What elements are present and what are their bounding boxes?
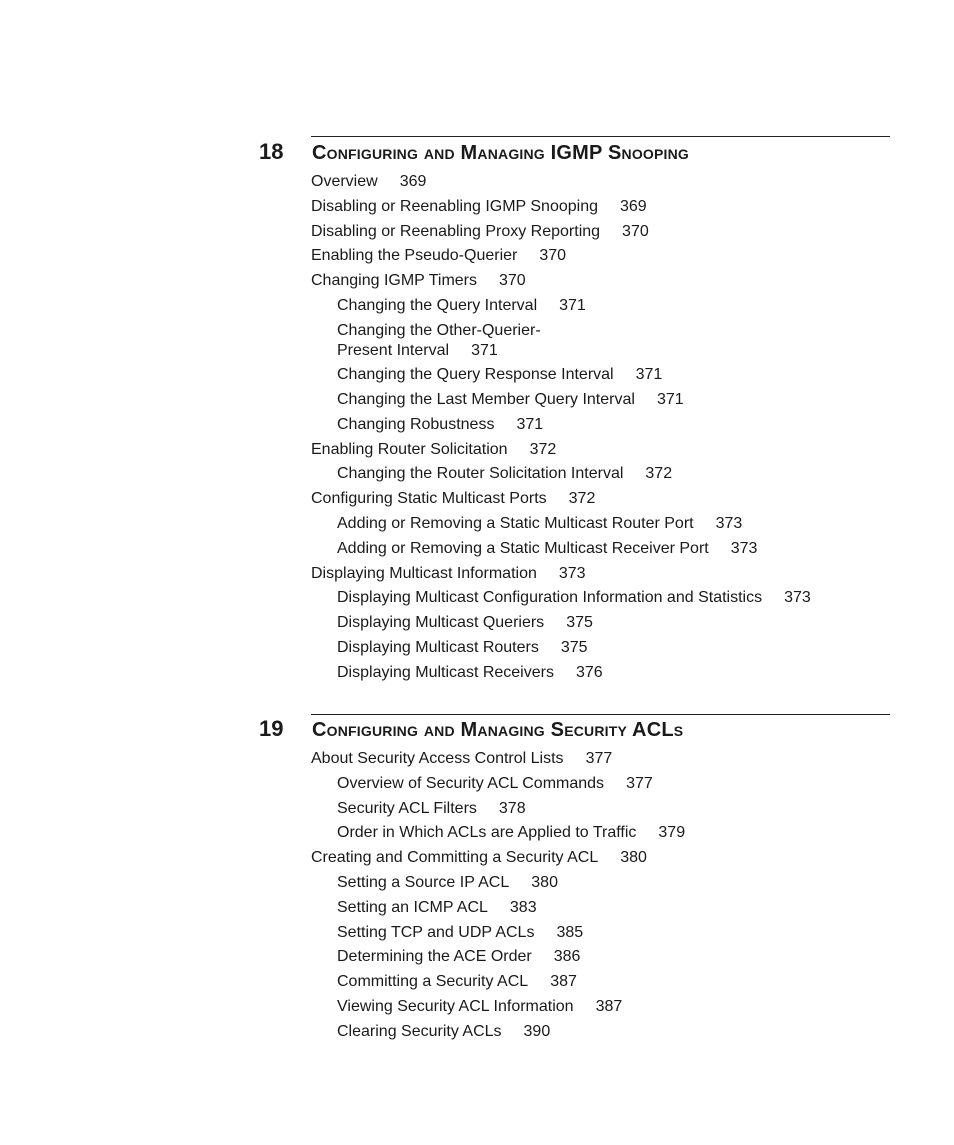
toc-entry-text: Configuring Static Multicast Ports bbox=[311, 490, 547, 508]
toc-entry[interactable] bbox=[337, 972, 577, 992]
toc-entry[interactable] bbox=[337, 873, 558, 893]
toc-entry[interactable] bbox=[337, 997, 622, 1017]
toc-entry[interactable] bbox=[337, 390, 684, 410]
toc-entry-text: Creating and Committing a Security ACL bbox=[311, 849, 599, 867]
toc-page-number: 377 bbox=[626, 774, 653, 792]
toc-entry[interactable] bbox=[337, 799, 526, 819]
toc-entry-text: Changing IGMP Timers bbox=[311, 272, 477, 290]
toc-entry-text: Changing the Query Interval bbox=[337, 297, 538, 314]
toc-entry-text: Changing the Last Member Query Interval bbox=[337, 391, 635, 408]
toc-entry[interactable] bbox=[311, 564, 586, 584]
toc-entry[interactable] bbox=[337, 774, 653, 794]
toc-entry-text: Viewing Security ACL Information bbox=[337, 998, 574, 1015]
toc-page-number: 387 bbox=[550, 973, 577, 991]
toc-page-number: 371 bbox=[559, 297, 586, 314]
toc-entry[interactable] bbox=[337, 296, 586, 316]
toc-entry-text: Determining the ACE Order bbox=[337, 948, 532, 966]
toc-page-number: 373 bbox=[784, 589, 811, 607]
toc-entry[interactable] bbox=[311, 440, 556, 460]
toc-entry[interactable] bbox=[311, 197, 647, 217]
toc-page-number: 371 bbox=[516, 415, 544, 433]
toc-entry-text: Adding or Removing a Static Multicast Receiver Port bbox=[337, 539, 709, 557]
chapter-rule bbox=[311, 714, 890, 715]
toc-entry-text: Displaying Multicast Information bbox=[311, 564, 537, 582]
chapter-number: 19 bbox=[259, 716, 284, 741]
toc-page-number: 371 bbox=[635, 366, 663, 384]
toc-entry[interactable] bbox=[337, 898, 537, 918]
toc-entry[interactable] bbox=[311, 749, 612, 769]
chapter-title: Configuring and Managing Security ACLs bbox=[312, 719, 684, 741]
toc-entry[interactable] bbox=[337, 365, 662, 385]
toc-entry[interactable] bbox=[311, 271, 526, 291]
toc-page-number: 377 bbox=[585, 750, 613, 767]
toc-entry-text: Displaying Multicast Configuration Information and Statistics bbox=[337, 589, 763, 607]
toc-page-number: 373 bbox=[558, 564, 586, 582]
toc-entry[interactable] bbox=[311, 172, 426, 192]
toc-entry-text: Setting an ICMP ACL bbox=[337, 898, 488, 916]
toc-page-number: 375 bbox=[560, 639, 588, 656]
toc-page-number: 370 bbox=[539, 247, 567, 265]
toc-page-number: 378 bbox=[498, 799, 526, 817]
toc-entry-text: Changing the Query Response Interval bbox=[337, 366, 614, 384]
toc-entry-text: Enabling the Pseudo-Querier bbox=[311, 247, 518, 265]
toc-entry-text: Enabling Router Solicitation bbox=[311, 440, 508, 458]
toc-entry[interactable] bbox=[337, 638, 588, 658]
toc-entry-text: Overview of Security ACL Commands bbox=[337, 774, 605, 792]
toc-page-number: 372 bbox=[568, 490, 596, 508]
chapter-rule bbox=[311, 136, 890, 137]
toc-page-number: 369 bbox=[620, 197, 647, 215]
toc-entry-text: About Security Access Control Lists bbox=[311, 750, 564, 767]
toc-entry[interactable] bbox=[311, 246, 566, 266]
toc-entry-text: Setting TCP and UDP ACLs bbox=[337, 923, 535, 941]
toc-page-number: 371 bbox=[656, 391, 684, 408]
toc-page-number: 387 bbox=[595, 998, 623, 1015]
toc-page-number: 375 bbox=[566, 614, 593, 632]
toc-entry-text-cont: Present Interval bbox=[337, 341, 450, 359]
toc-page-number: 386 bbox=[553, 948, 581, 966]
toc-page-number: 372 bbox=[529, 440, 557, 458]
toc-entry-text: Setting a Source IP ACL bbox=[337, 874, 510, 891]
toc-entry-text: Changing the Other-Querier- bbox=[337, 321, 541, 339]
toc-page-number: 383 bbox=[509, 898, 537, 916]
toc-entry-text: Committing a Security ACL bbox=[337, 973, 529, 991]
toc-page-number: 379 bbox=[658, 824, 686, 842]
toc-entry[interactable] bbox=[311, 222, 649, 242]
toc-entry[interactable] bbox=[337, 514, 742, 534]
toc-entry-text: Changing the Router Solicitation Interval bbox=[337, 465, 624, 483]
toc-entry-text: Security ACL Filters bbox=[337, 799, 477, 817]
chapter-title: Configuring and Managing IGMP Snooping bbox=[312, 142, 690, 164]
toc-entry[interactable] bbox=[337, 923, 583, 943]
toc-page-number: 373 bbox=[715, 515, 743, 532]
toc-entry-text: Changing Robustness bbox=[337, 415, 495, 433]
toc-entry[interactable] bbox=[337, 663, 603, 683]
toc-entry[interactable] bbox=[337, 588, 811, 608]
toc-entry-text: Disabling or Reenabling Proxy Reporting bbox=[311, 222, 601, 240]
toc-entry[interactable] bbox=[337, 415, 543, 435]
toc-page-number: 390 bbox=[523, 1022, 551, 1040]
toc-page-number: 376 bbox=[575, 663, 603, 681]
toc-entry[interactable] bbox=[337, 947, 580, 967]
toc-page-number: 380 bbox=[620, 849, 647, 867]
toc-page-number: 372 bbox=[645, 465, 673, 483]
toc-entry-text: Displaying Multicast Receivers bbox=[337, 663, 554, 681]
toc-entry-text: Order in Which ACLs are Applied to Traffic bbox=[337, 824, 637, 842]
toc-page-number: 385 bbox=[556, 923, 584, 941]
toc-entry[interactable] bbox=[311, 489, 595, 509]
toc-page-number: 370 bbox=[622, 222, 649, 240]
toc-entry-text: Disabling or Reenabling IGMP Snooping bbox=[311, 197, 598, 215]
toc-page-number: 371 bbox=[471, 341, 498, 359]
toc-entry-text: Adding or Removing a Static Multicast Router Port bbox=[337, 515, 694, 532]
toc-entry[interactable] bbox=[337, 823, 685, 843]
toc-entry[interactable] bbox=[337, 539, 757, 559]
toc-entry[interactable] bbox=[337, 1022, 550, 1042]
toc-entry[interactable] bbox=[337, 464, 672, 484]
toc-page-number: 370 bbox=[499, 272, 526, 290]
toc-entry[interactable] bbox=[337, 613, 593, 633]
toc-page-number: 380 bbox=[531, 874, 558, 891]
toc-page-number: 369 bbox=[399, 173, 427, 190]
toc-entry-text: Clearing Security ACLs bbox=[337, 1022, 502, 1040]
toc-entry-text: Displaying Multicast Routers bbox=[337, 639, 539, 656]
chapter-number: 18 bbox=[259, 139, 284, 164]
toc-entry[interactable] bbox=[337, 321, 541, 361]
toc-entry-text: Overview bbox=[311, 173, 378, 190]
toc-page-number: 373 bbox=[730, 539, 758, 557]
toc-entry[interactable] bbox=[311, 848, 647, 868]
toc-entry-text: Displaying Multicast Queriers bbox=[337, 614, 545, 632]
